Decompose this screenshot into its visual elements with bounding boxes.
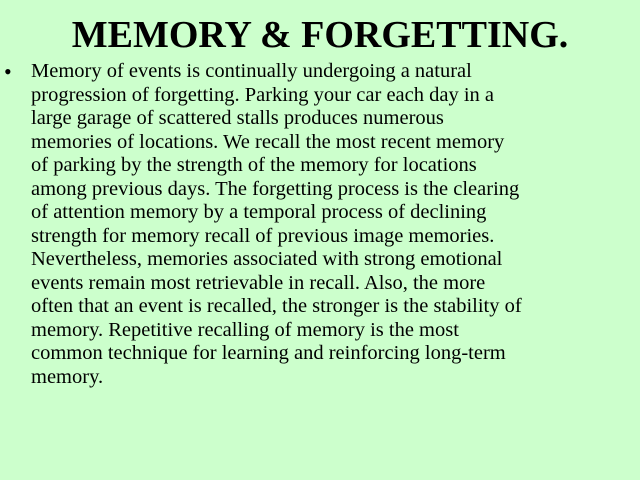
paragraph-line: Nevertheless, memories associated with strong emotional [31, 248, 503, 270]
paragraph-line: memory. Repetitive recalling of memory is the most [31, 318, 459, 341]
bullet-item [0, 60, 640, 389]
paragraph-line: strength for memory recall of previous image memories. [31, 224, 495, 247]
paragraph-line: among previous days. The forgetting process is the clearing [31, 177, 520, 200]
paragraph-line: large garage of scattered stalls produces numerous [31, 107, 444, 129]
paragraph-line: memory. [31, 365, 104, 388]
bullet-dot-icon: • [4, 59, 12, 84]
paragraph-line: often that an event is recalled, the stronger is the stability of [31, 295, 522, 317]
bullet-list [0, 60, 640, 389]
paragraph-line: Memory of events is continually undergoing a natural [31, 60, 472, 82]
paragraph-line: progression of forgetting. Parking your car each day in a [31, 83, 495, 106]
paragraph-line: memories of locations. We recall the most recent memory [31, 130, 505, 153]
slide-title: MEMORY & FORGETTING. [71, 14, 569, 56]
paragraph-line: of attention memory by a temporal process of declining [31, 201, 487, 223]
bullet-paragraph [31, 60, 634, 389]
paragraph-line: common technique for learning and reinforcing long-term [31, 342, 506, 364]
paragraph-line: of parking by the strength of the memory for locations [31, 154, 477, 176]
paragraph-line: events remain most retrievable in recall. Also, the more [31, 271, 486, 294]
